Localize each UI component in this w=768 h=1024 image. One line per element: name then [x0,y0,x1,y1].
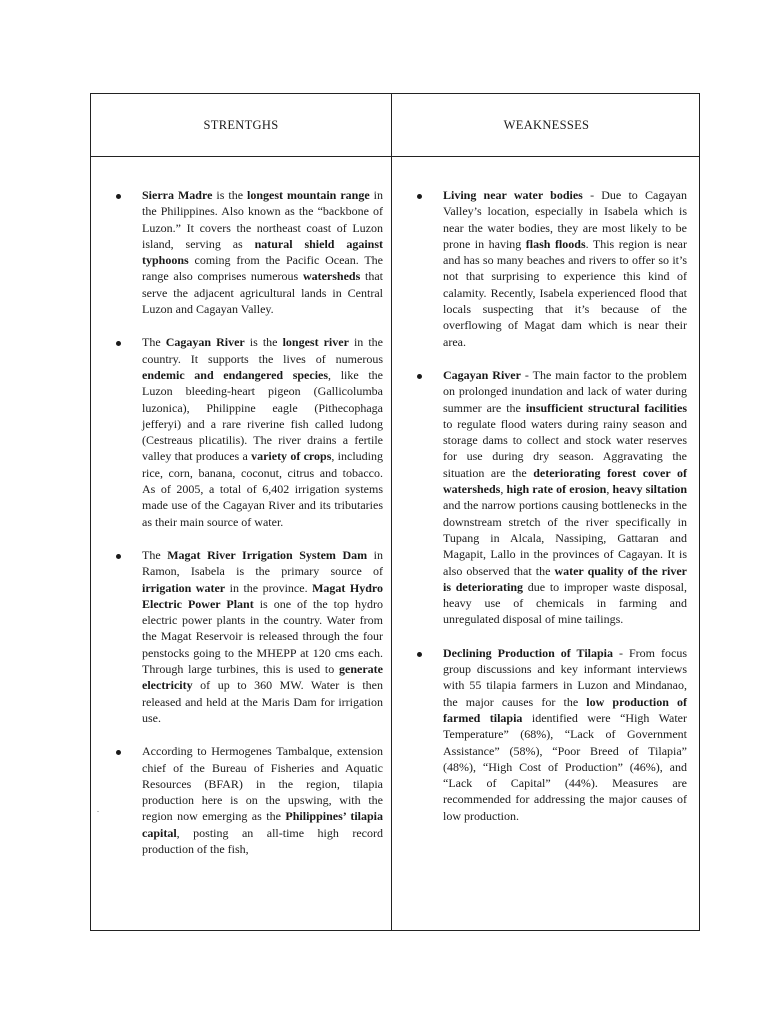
bold-phrase: Cagayan River [165,335,245,350]
strengths-item-text [142,334,383,530]
bold-phrase: irrigation water [142,580,226,595]
strengths-item-text [142,187,383,317]
text-run: - From focus group discussions and key informant interviews with 55 tilapia farmers in Luzon and Mindanao, the major causes for the [443,645,687,709]
weaknesses-header: WEAKNESSES [503,117,590,132]
bold-phrase: Sierra Madre [142,188,213,202]
bold-phrase: watersheds [302,269,361,284]
bullet-icon [116,750,121,755]
text-run: in Ramon, Isabela is the primary source of [142,547,384,579]
text-run: is the [212,188,248,202]
bold-phrase: insufficient structural facilities [525,400,688,415]
strengths-item [91,743,391,857]
text-run: . This region is near and has so many beaches and rivers to offer so it’s not that surprising to experience this kind of calamity. Recently, Isabela experienced flood that locals suspecting that it’s because of the overflowing of Magat dam which is near their area. [443,236,687,349]
bullet-icon [417,374,422,379]
text-run: The [142,547,168,562]
weaknesses-item [392,187,700,350]
text-run: is one of the top hydro electric power plants in the country. Water from the Magat Reservoir is released through the four penstocks going to the MHEPP at 120 cms each. Through large turbines, this is used to [142,596,383,677]
bold-phrase: generate electricity [142,662,383,693]
bullet-icon [116,341,121,346]
weaknesses-item [392,367,700,628]
bullet-icon [417,652,422,657]
bold-phrase: Philippines’ tilapia capital [142,809,384,840]
text-run: , [606,482,613,497]
text-run: According to Hermogenes Tambalque, extension chief of the Bureau of Fisheries and Aquatic Resources (BFAR) in the region, tilapia production here is on the upswing, with the region now emerging as the [142,744,383,824]
bold-phrase: water quality of the river is deteriorating [443,563,687,594]
text-run: of up to 360 MW. Water is then released and held at the Maris Dam for irrigation use. [142,678,383,725]
text-run: coming from the Pacific Ocean. The range also comprises numerous [142,253,383,284]
bold-phrase: longest river [282,335,349,350]
bold-phrase: longest mountain range [247,188,370,202]
bold-phrase: flash floods [525,236,586,251]
text-run: , including rice, corn, banana, coconut, citrus and tobacco. As of 2005, a total of 6,402 irrigation systems made use of the Cagayan River and its tributaries as their main source of water. [142,449,383,529]
text-run: identified were “High Water Temperature” (68%), “Lack of Government Assistance” (58%), “Poor Breed of Tilapia” (48%), “High Cost of Production” (46%), and “Lack of Capital” (44%). Measures are recommended for addressing the major causes of low production. [443,710,687,823]
weaknesses-list [392,157,700,824]
bold-phrase: natural shield against typhoons [142,236,383,268]
text-run: in the province. [225,580,313,595]
bold-phrase: high rate of erosion [506,482,607,497]
bullet-icon [116,554,121,559]
strengths-item [91,334,391,530]
bold-phrase: endemic and endangered species [142,367,329,382]
text-run: in the Philippines. Also known as the “backbone of Luzon.” It covers the northeast coast of Luzon island, serving as [142,188,383,251]
strengths-list [91,157,391,857]
strengths-item [91,547,391,726]
bold-phrase: Living near water bodies [443,188,583,202]
text-run: that serve the adjacent agricultural lands in Central Luzon and Cagayan Valley. [142,269,384,317]
weaknesses-item [392,645,700,824]
text-run: - The main factor to the problem on prolonged inundation and lack of water during summer are the [443,367,687,415]
weaknesses-column [392,157,700,930]
strengths-item-text [142,743,383,857]
weaknesses-item-text [443,187,687,350]
bullet-icon [116,194,121,199]
weaknesses-item-text [443,645,687,824]
text-run: due to improper waste disposal, heavy use of chemicals in farming and unregulated disposal of mine tailings. [443,579,687,627]
bold-phrase: Cagayan River [443,367,521,382]
stray-mark: . [97,805,99,814]
bold-phrase: deteriorating forest cover of watersheds [443,465,687,497]
strengths-item [91,187,391,317]
bold-phrase: Magat Hydro Electric Power Plant [142,580,384,611]
weaknesses-item-text [443,367,687,628]
text-run: and the narrow portions causing bottlenecks in the downstream stretch of the river specifically in Tupang in Alcala, Nassiping, Gattaran and Magapit, Lallo in the provinces of Cagayan. It is also observed that the [443,498,687,578]
bold-phrase: Declining Production of Tilapia [443,645,614,660]
text-run: The [142,335,166,350]
text-run: to regulate flood waters during rainy season and storage dams to collect and stock water reserves for use during dry season. Aggravating the situation are the [443,416,687,480]
text-run: , like the Luzon bleeding-heart pigeon (Gallicolumba luzonica), Philippine eagle (Pithecophaga jefferyi) and a rare riverine fish called ludong (Cestreaus plicatilis). The river drains a fertile valley that produces a [142,367,383,464]
text-run: in the country. It supports the lives of numerous [142,335,384,366]
text-run: is the [244,335,283,350]
swot-table [90,93,700,931]
strengths-column [91,157,391,930]
strengths-item-text [142,547,383,726]
text-run: - Due to Cagayan Valley’s location, especially in Isabela which is near the water bodies, they are most likely to be prone in having [443,188,687,251]
text-run: , [500,482,507,497]
bullet-icon [417,194,422,199]
text-run: , posting an all-time high record production of the fish, [142,825,383,856]
bold-phrase: variety of crops [251,449,332,464]
bold-phrase: Magat River Irrigation System Dam [167,547,368,562]
bold-phrase: low production of farmed tilapia [443,694,687,725]
strengths-header: STRENTGHS [203,117,279,132]
bold-phrase: heavy siltation [612,482,688,497]
